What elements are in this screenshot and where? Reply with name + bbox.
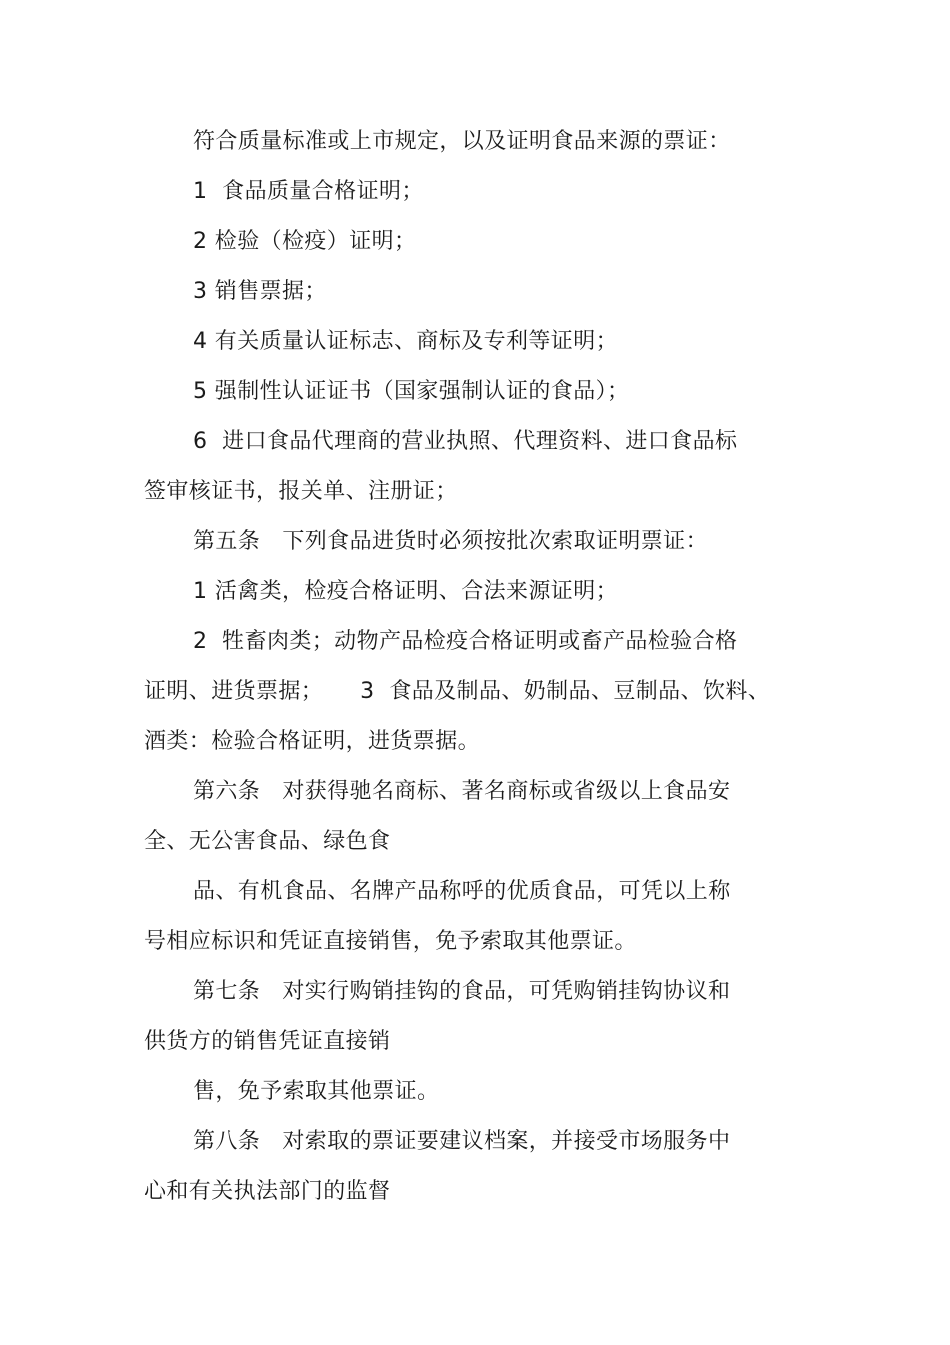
list-item-3: 3 销售票据； — [193, 279, 327, 304]
article-6-heading: 第六条 对获得驰名商标、著名商标或省级以上食品安 — [193, 779, 731, 804]
article-5-item-2: 2 牲畜肉类；动物产品检疫合格证明或畜产品检验合格 — [193, 629, 738, 654]
list-item-5: 5 强制性认证证书（国家强制认证的食品）； — [193, 379, 630, 404]
article-6-line-4: 号相应标识和凭证直接销售，免予索取其他票证。 — [144, 929, 637, 954]
article-5-heading: 第五条 下列食品进货时必须按批次索取证明票证： — [193, 529, 708, 554]
article-7-heading: 第七条 对实行购销挂钩的食品，可凭购销挂钩协议和 — [193, 979, 731, 1004]
article-7-line-3: 售，免予索取其他票证。 — [193, 1079, 440, 1104]
article-5-item-2-continued: 证明、进货票据； 3 食品及制品、奶制品、豆制品、饮料、 — [144, 679, 771, 704]
list-item-4: 4 有关质量认证标志、商标及专利等证明； — [193, 329, 618, 354]
article-5-item-3-continued: 酒类：检验合格证明，进货票据。 — [144, 729, 481, 754]
article-6-line-3: 品、有机食品、名牌产品称呼的优质食品，可凭以上称 — [193, 879, 731, 904]
article-7-line-2: 供货方的销售凭证直接销 — [144, 1029, 391, 1054]
list-item-1: 1 食品质量合格证明； — [193, 179, 424, 204]
list-item-2: 2 检验（检疫）证明； — [193, 229, 417, 254]
article-8-line-2: 心和有关执法部门的监督 — [144, 1179, 391, 1204]
list-item-6: 6 进口食品代理商的营业执照、代理资料、进口食品标 — [193, 429, 738, 454]
article-8-heading: 第八条 对索取的票证要建议档案，并接受市场服务中 — [193, 1129, 731, 1154]
article-5-item-1: 1 活禽类，检疫合格证明、合法来源证明； — [193, 579, 618, 604]
paragraph-line: 符合质量标准或上市规定，以及证明食品来源的票证： — [193, 129, 731, 154]
article-6-line-2: 全、无公害食品、绿色食 — [144, 829, 391, 854]
list-item-6-continued: 签审核证书，报关单、注册证； — [144, 479, 458, 504]
